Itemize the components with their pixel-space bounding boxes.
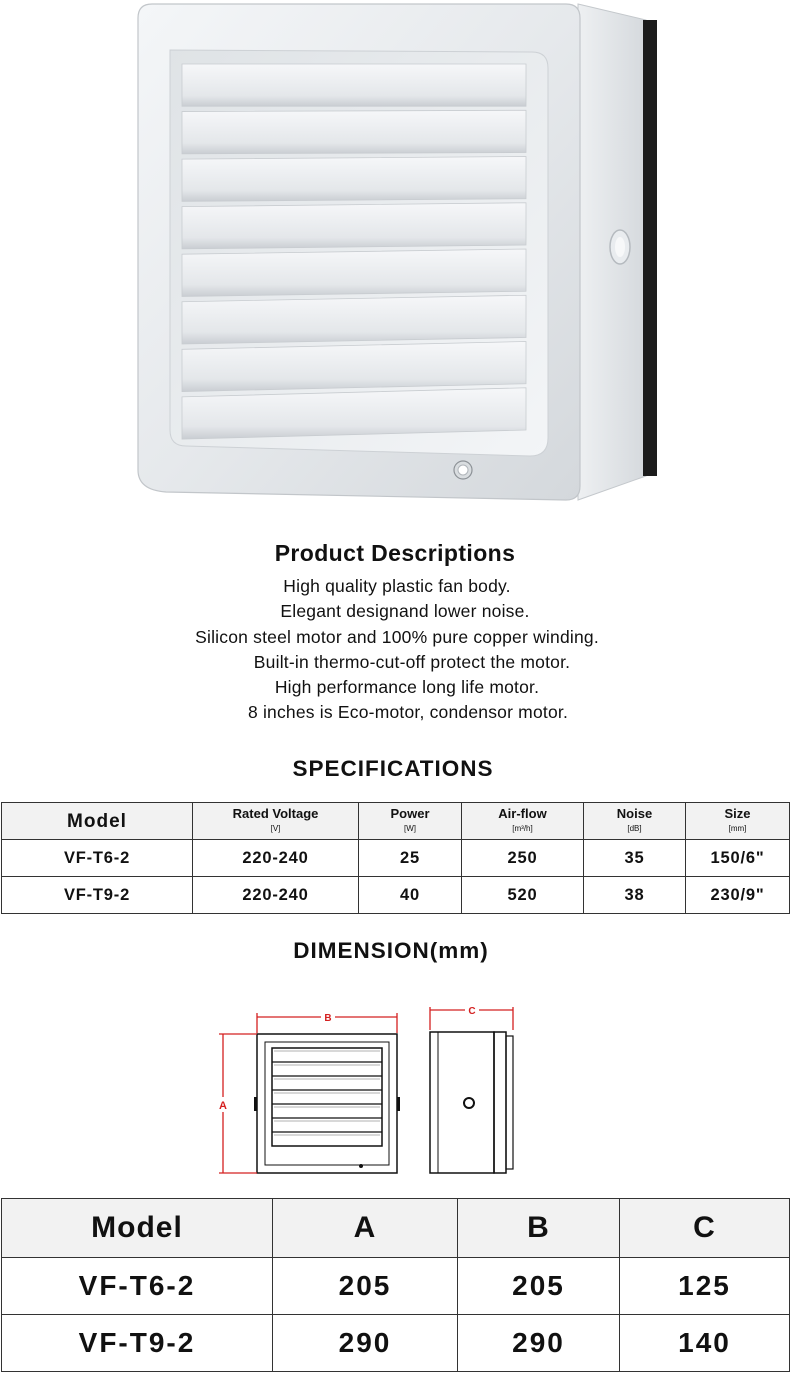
louvre-slat: [182, 64, 526, 106]
louvre-slat: [182, 388, 526, 439]
cell-airflow: 250: [462, 840, 584, 877]
dimension-a-label: A: [219, 1100, 227, 1112]
cell-power: 25: [359, 840, 462, 877]
header-cell-c: C: [620, 1199, 790, 1258]
description-line: Built-in thermo-cut-off protect the motor.: [253, 651, 571, 672]
dimension-c-marker: [430, 1006, 513, 1030]
header-cell-model: Model: [2, 1199, 273, 1258]
cell-power: 40: [359, 877, 462, 914]
dimension-b-label: B: [324, 1013, 332, 1024]
louvre-slat: [182, 203, 526, 249]
cell-model: VF-T9-2: [2, 1315, 273, 1372]
cell-noise: 38: [584, 877, 686, 914]
header-cell-airflow: Air-flow [m³/h]: [462, 803, 584, 840]
louvre-slat: [182, 342, 526, 392]
dimension-c-label: C: [468, 1006, 476, 1017]
dimension-b-marker: [257, 1013, 397, 1033]
table-header-row: [2, 803, 790, 840]
table-row: [2, 1258, 790, 1315]
table-row: [2, 840, 790, 877]
description-line: High performance long life motor.: [274, 677, 540, 698]
header-cell-power: Power [W]: [359, 803, 462, 840]
cell-model: VF-T6-2: [2, 840, 193, 877]
header-cell-size: Size [mm]: [686, 803, 790, 840]
cell-voltage: 220-240: [193, 877, 359, 914]
header-cell-noise: Noise [dB]: [584, 803, 686, 840]
specifications-table: [1, 802, 790, 914]
cell-b: 290: [458, 1315, 620, 1372]
cell-b: 205: [458, 1258, 620, 1315]
description-line: 8 inches is Eco-motor, condensor motor.: [247, 702, 569, 723]
description-line: Silicon steel motor and 100% pure copper winding.: [195, 626, 599, 647]
louvre-slat: [182, 157, 526, 202]
cell-noise: 35: [584, 840, 686, 877]
table-header-row: [2, 1199, 790, 1258]
description-line: Elegant designand lower noise.: [280, 601, 530, 622]
cell-size: 230/9": [686, 877, 790, 914]
louvre-slat: [182, 295, 526, 344]
louvre-slat: [182, 110, 526, 154]
table-row: [2, 877, 790, 914]
cell-voltage: 220-240: [193, 840, 359, 877]
product-descriptions-title: Product Descriptions: [274, 540, 516, 566]
cell-a: 290: [273, 1315, 458, 1372]
cell-a: 205: [273, 1258, 458, 1315]
header-cell-voltage: Rated Voltage [V]: [193, 803, 359, 840]
cell-airflow: 520: [462, 877, 584, 914]
dimension-table: [1, 1198, 790, 1372]
cell-c: 125: [620, 1258, 790, 1315]
dimension-drawing: [0, 995, 790, 1185]
header-cell-a: A: [273, 1199, 458, 1258]
louvre-slat: [182, 249, 526, 296]
fan-product-image: [0, 0, 790, 520]
cell-c: 140: [620, 1315, 790, 1372]
table-row: [2, 1315, 790, 1372]
specifications-title: SPECIFICATIONS: [292, 756, 494, 781]
header-cell-b: B: [458, 1199, 620, 1258]
dimension-a-marker: [219, 1034, 257, 1173]
cell-model: VF-T9-2: [2, 877, 193, 914]
dimension-title: DIMENSION(mm): [293, 938, 489, 963]
description-line: High quality plastic fan body.: [283, 576, 511, 596]
product-descriptions-list: [0, 574, 790, 726]
cell-model: VF-T6-2: [2, 1258, 273, 1315]
side-view: [430, 1006, 513, 1173]
cell-size: 150/6": [686, 840, 790, 877]
header-cell-model: Model: [2, 803, 193, 840]
front-view: [219, 1013, 400, 1173]
